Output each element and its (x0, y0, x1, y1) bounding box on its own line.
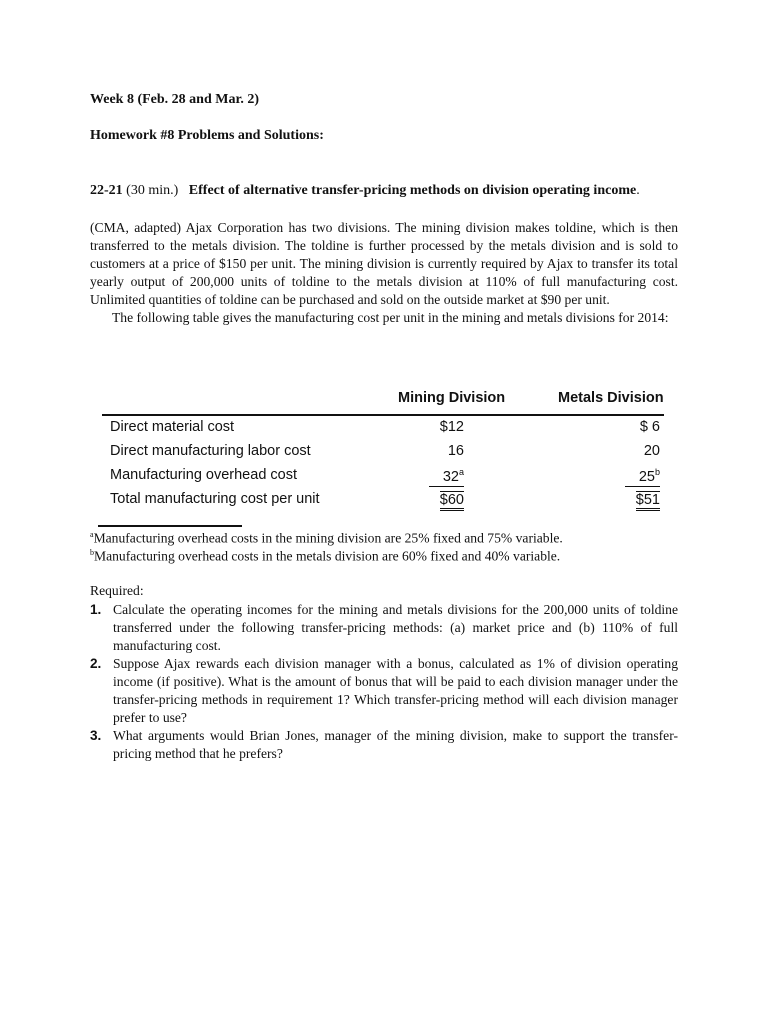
problem-intro (90, 219, 678, 327)
mining-value: $12 (439, 419, 464, 435)
item-number: 2. (90, 656, 102, 671)
mining-value-number: 32 (442, 468, 459, 485)
table-row (102, 419, 664, 443)
item-number: 3. (90, 728, 102, 743)
problem-title-end: . (636, 183, 640, 198)
footnote-text: Manufacturing overhead costs in the mining division are 25% fixed and 75% variable. (93, 530, 563, 546)
problem-number: 22-21 (90, 183, 123, 198)
item-text: Calculate the operating incomes for the mining and metals divisions for the 200,000 units of toldine transferred under the following transfer-pricing methods: (a) market price and (b) 110% of full manufacturing cost. (113, 602, 678, 653)
problem-title: Effect of alternative transfer-pricing methods on division operating income (188, 183, 637, 198)
metals-division-header: Metals Division (558, 390, 664, 406)
metals-value: $ 6 (639, 419, 660, 435)
item-text: What arguments would Brian Jones, manager of the mining division, make to support the transfer-pricing method that he prefers? (113, 728, 678, 761)
footnote-mark: a (90, 530, 94, 539)
required-label: Required: (90, 583, 144, 598)
row-label: Total manufacturing cost per unit (110, 491, 320, 507)
mining-value (429, 467, 464, 487)
mining-total: $60 (440, 491, 464, 511)
item-text: Suppose Ajax rewards each division manager with a bonus, calculated as 1% of division operating income (if positive). What is the amount of bonus that will be paid to each division manager under the transfer-pricing methods in requirement 1? Which transfer-pricing method will each division manager prefer to use? (113, 656, 678, 725)
metals-value (625, 467, 660, 487)
problem-heading (90, 183, 640, 199)
footnote-mark: b (90, 548, 94, 557)
intro-paragraph-2: The following table gives the manufacturing cost per unit in the mining and metals divisions for 2014: (112, 310, 669, 325)
week-heading: Week 8 (Feb. 28 and Mar. 2) (90, 92, 260, 107)
row-label: Direct material cost (110, 419, 235, 435)
metals-value: 20 (643, 443, 660, 459)
footnote-mark-a: a (458, 467, 464, 477)
table-row (102, 467, 664, 491)
footnote-a (90, 530, 563, 547)
mining-value: 16 (447, 443, 464, 459)
list-item (90, 655, 678, 727)
footnote-text: Manufacturing overhead costs in the metals division are 60% fixed and 40% variable. (94, 548, 561, 564)
requirements-list (90, 601, 678, 763)
list-item (90, 727, 678, 763)
metals-value-number: 25 (638, 468, 655, 485)
footnote-mark-b: b (654, 467, 660, 477)
table-row (102, 443, 664, 467)
list-item (90, 601, 678, 655)
homework-heading: Homework #8 Problems and Solutions: (90, 128, 324, 143)
mining-division-header: Mining Division (398, 390, 506, 406)
metals-total: $51 (636, 491, 660, 511)
footnote-b (90, 548, 560, 565)
table-header-rule (102, 414, 664, 416)
row-label: Direct manufacturing labor cost (110, 443, 311, 459)
footnote-rule (98, 525, 242, 527)
row-label: Manufacturing overhead cost (110, 467, 297, 483)
item-number: 1. (90, 602, 102, 617)
table-row (102, 491, 664, 515)
intro-paragraph-1: (CMA, adapted) Ajax Corporation has two divisions. The mining division makes toldine, which is then transferred to the metals division. The toldine is further processed by the metals division and is sold to customers at a price of $150 per unit. The mining division is currently required by Ajax to transfer its total yearly output of 200,000 units of toldine to the metals division at 110% of full manufacturing cost. Unlimited quantities of toldine can be purchased and sold on the outside market at $90 per unit. (90, 220, 678, 307)
problem-time: (30 min.) (126, 183, 179, 198)
